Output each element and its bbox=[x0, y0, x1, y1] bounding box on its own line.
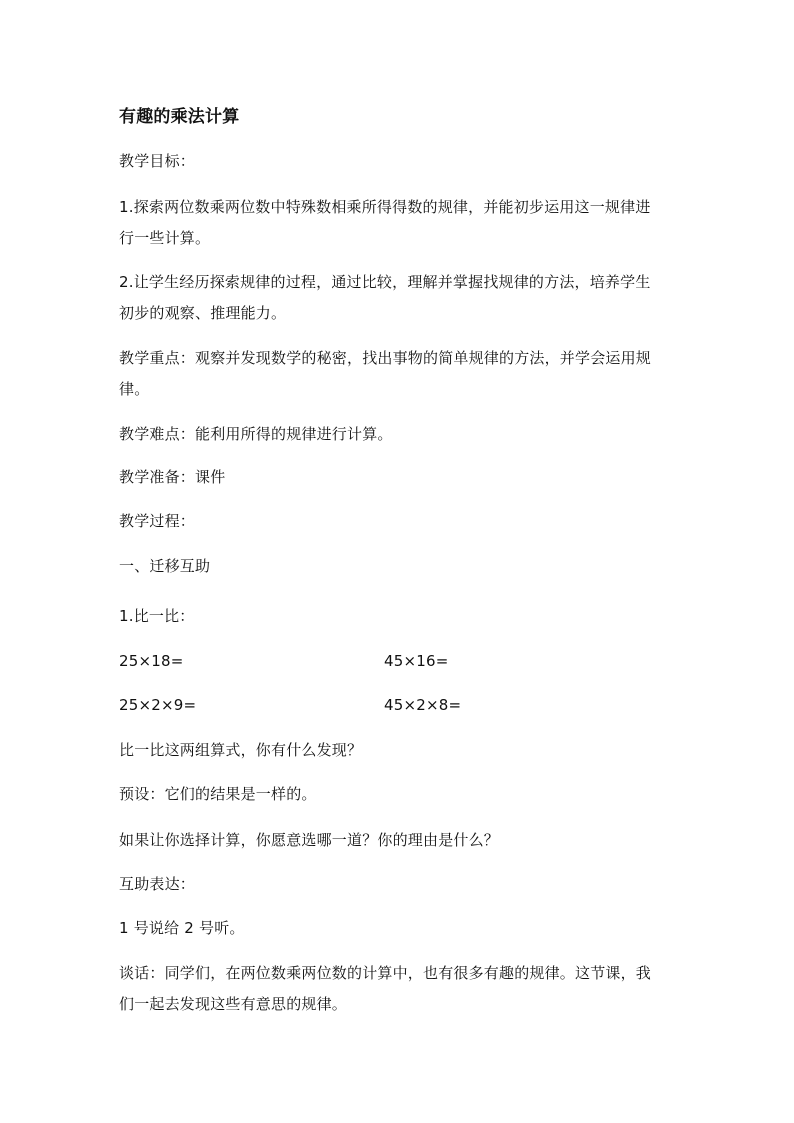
question-1: 比一比这两组算式，你有什么发现？ bbox=[119, 741, 363, 759]
section-heading-1: 一、迁移互助 bbox=[119, 557, 211, 575]
preset-answer: 预设：它们的结果是一样的。 bbox=[119, 785, 317, 803]
process-heading: 教学过程： bbox=[119, 512, 196, 530]
objectives-heading: 教学目标： bbox=[119, 152, 196, 170]
talk-line-1: 谈话：同学们，在两位数乘两位数的计算中，也有很多有趣的规律。这节课，我 bbox=[119, 964, 652, 982]
talk-line-2: 们一起去发现这些有意思的规律。 bbox=[119, 995, 348, 1013]
objective-2-line-2: 初步的观察、推理能力。 bbox=[119, 304, 287, 322]
equation-row-2-right: 45×2×8= bbox=[384, 696, 462, 714]
teaching-difficulty: 教学难点：能利用所得的规律进行计算。 bbox=[119, 425, 393, 443]
objective-1-line-1: 1.探索两位数乘两位数中特殊数相乘所得得数的规律，并能初步运用这一规律进 bbox=[119, 198, 651, 216]
key-point-line-1: 教学重点：观察并发现数学的秘密，找出事物的简单规律的方法，并学会运用规 bbox=[119, 349, 652, 367]
mutual-help-heading: 互助表达： bbox=[119, 875, 196, 893]
equation-row-1-left: 25×18= bbox=[119, 652, 184, 670]
compare-heading: 1.比一比： bbox=[119, 607, 195, 625]
equation-row-1-right: 45×16= bbox=[384, 652, 449, 670]
document-title: 有趣的乘法计算 bbox=[119, 107, 240, 127]
objective-2-line-1: 2.让学生经历探索规律的过程，通过比较，理解并掌握找规律的方法，培养学生 bbox=[119, 273, 651, 291]
teaching-preparation: 教学准备：课件 bbox=[119, 468, 226, 486]
pair-talk: 1 号说给 2 号听。 bbox=[119, 919, 245, 937]
equation-row-2-left: 25×2×9= bbox=[119, 696, 197, 714]
key-point-line-2: 律。 bbox=[119, 380, 150, 398]
objective-1-line-2: 行一些计算。 bbox=[119, 229, 211, 247]
question-2: 如果让你选择计算，你愿意选哪一道？你的理由是什么？ bbox=[119, 831, 500, 849]
